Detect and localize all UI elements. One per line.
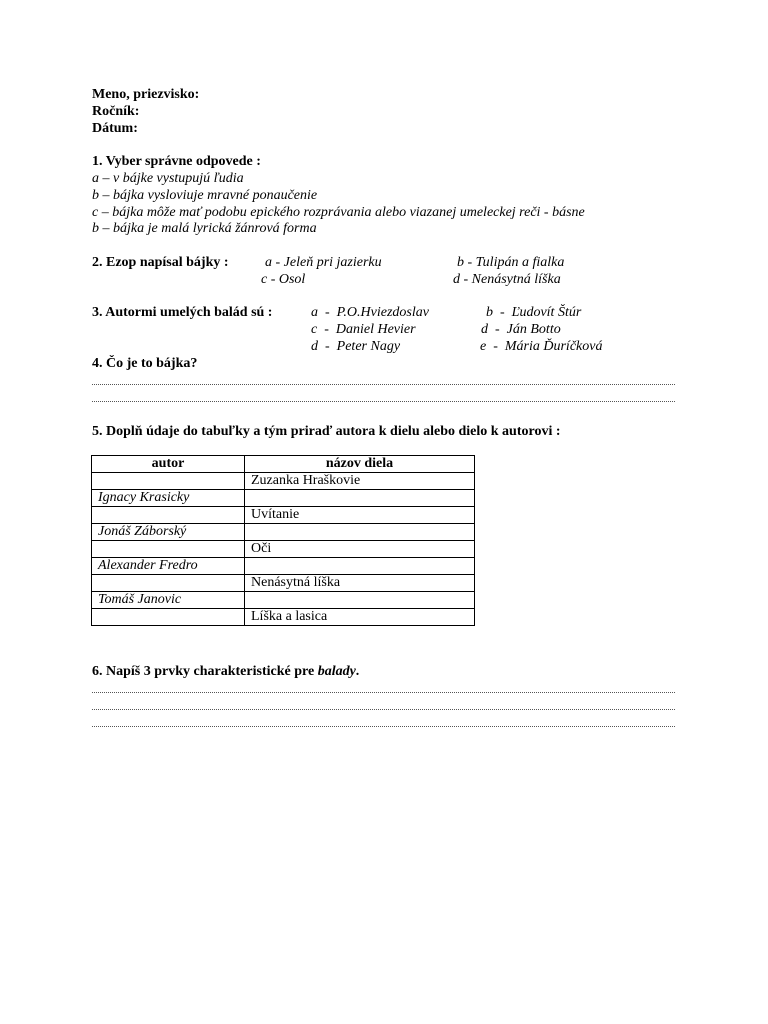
q2-option: c - Osol — [261, 272, 306, 287]
table-row — [92, 490, 475, 507]
q6-answer-line[interactable] — [92, 709, 675, 710]
author-cell[interactable]: Tomáš Janovic — [92, 592, 245, 609]
q4-answer-line[interactable] — [92, 401, 675, 402]
title-cell[interactable]: Zuzanka Hraškovie — [245, 473, 475, 490]
q1-option: c – bájka môže mať podobu epického rozprávania alebo viazanej umeleckej reči - básne — [92, 205, 585, 220]
q2-option: a - Jeleň pri jazierku — [265, 255, 382, 270]
date-label: Dátum: — [92, 121, 138, 136]
table-row — [92, 609, 475, 626]
q2-title: 2. Ezop napísal bájky : — [92, 255, 229, 270]
q3-option: c - Daniel Hevier — [311, 322, 416, 337]
q2-option: b - Tulipán a fialka — [457, 255, 565, 270]
author-works-table — [91, 455, 475, 626]
title-cell[interactable] — [245, 524, 475, 541]
q3-option: b - Ľudovít Štúr — [486, 305, 582, 320]
q3-option: d - Peter Nagy — [311, 339, 401, 354]
q6-title — [92, 664, 359, 680]
table-row — [92, 507, 475, 524]
q6-answer-line[interactable] — [92, 692, 675, 693]
grade-label: Ročník: — [92, 104, 140, 119]
title-cell[interactable]: Nenásytná líška — [245, 575, 475, 592]
q1-option: b – bájka je malá lyrická žánrová forma — [92, 221, 317, 236]
author-cell[interactable] — [92, 609, 245, 626]
q1-option: b – bájka vysloviuje mravné ponaučenie — [92, 188, 318, 203]
q4-answer-line[interactable] — [92, 384, 675, 385]
q6-title-prefix: 6. Napíš 3 prvky charakteristické pre — [92, 664, 318, 679]
column-header-title: názov diela — [245, 456, 475, 473]
title-cell[interactable]: Líška a lasica — [245, 609, 475, 626]
q1-title: 1. Vyber správne odpovede : — [92, 154, 261, 169]
q6-title-emphasis: balady — [317, 664, 356, 679]
author-cell[interactable]: Jonáš Záborský — [92, 524, 245, 541]
title-cell[interactable] — [245, 592, 475, 609]
q6-answer-line[interactable] — [92, 726, 675, 727]
author-cell[interactable] — [92, 507, 245, 524]
q2-option: d - Nenásytná líška — [453, 272, 561, 287]
column-header-author: autor — [92, 456, 245, 473]
title-cell[interactable]: Oči — [245, 541, 475, 558]
author-cell[interactable]: Alexander Fredro — [92, 558, 245, 575]
q5-title: 5. Doplň údaje do tabuľky a tým priraď autora k dielu alebo dielo k autorovi : — [92, 424, 561, 439]
q4-title: 4. Čo je to bájka? — [92, 356, 198, 371]
table-row — [92, 524, 475, 541]
q1-option: a – v bájke vystupujú ľudia — [92, 171, 244, 186]
q3-option: a - P.O.Hviezdoslav — [311, 305, 429, 320]
title-cell[interactable] — [245, 558, 475, 575]
table-row — [92, 541, 475, 558]
table-row — [92, 592, 475, 609]
title-cell[interactable] — [245, 490, 475, 507]
table-row — [92, 558, 475, 575]
table-row — [92, 575, 475, 592]
title-cell[interactable]: Uvítanie — [245, 507, 475, 524]
name-label: Meno, priezvisko: — [92, 87, 200, 102]
author-cell[interactable]: Ignacy Krasicky — [92, 490, 245, 507]
table-header-row — [92, 456, 475, 473]
author-cell[interactable] — [92, 473, 245, 490]
q3-title: 3. Autormi umelých balád sú : — [92, 305, 273, 320]
author-cell[interactable] — [92, 575, 245, 592]
author-cell[interactable] — [92, 541, 245, 558]
q6-title-suffix: . — [355, 664, 360, 679]
q3-option: d - Ján Botto — [481, 322, 561, 337]
table-row — [92, 473, 475, 490]
q3-option: e - Mária Ďuríčková — [480, 339, 603, 354]
